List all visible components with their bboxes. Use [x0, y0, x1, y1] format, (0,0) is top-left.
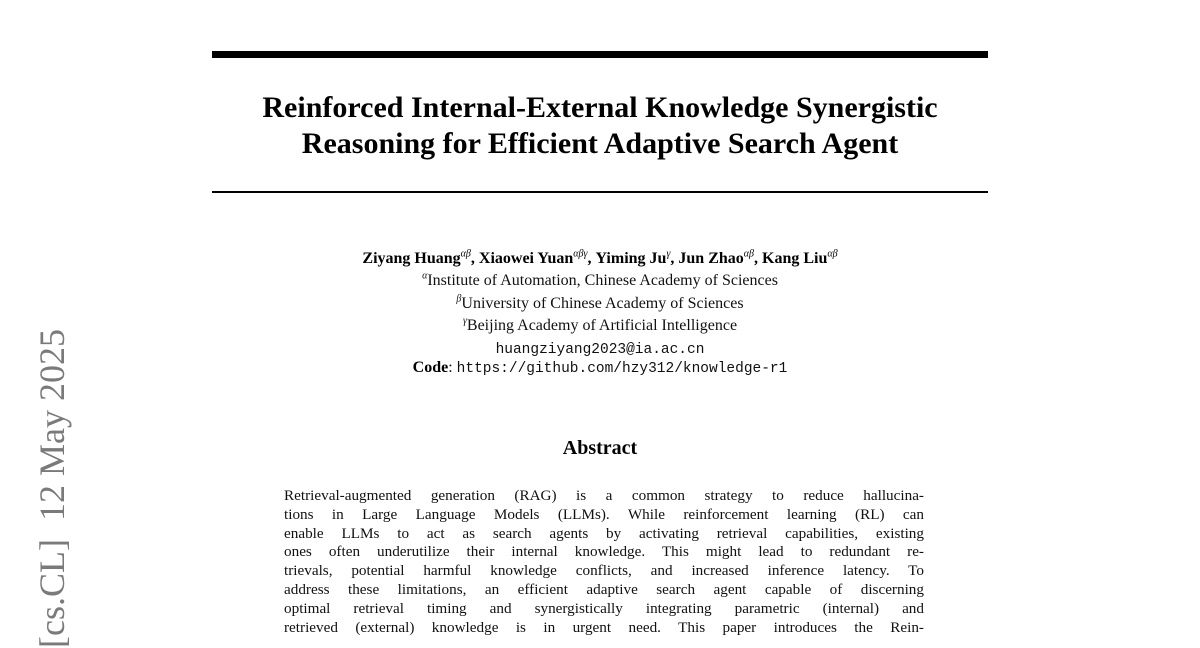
- title-line-1: Reinforced Internal-External Knowledge Synergistic: [262, 91, 938, 124]
- abstract-line: ones often underutilize their internal knowledge. This might lead to redundant re-: [284, 543, 924, 561]
- abstract-line: optimal retrieval timing and synergistically integrating parametric (internal) and: [284, 599, 924, 617]
- abstract-line: address these limitations, an efficient adaptive search agent capable of discerning: [284, 580, 924, 598]
- affiliation-marker: β: [456, 293, 462, 305]
- abstract-body: [284, 487, 924, 637]
- abstract-line: Retrieval-augmented generation (RAG) is a common strategy to reduce hallucina-: [284, 487, 924, 504]
- affiliation-marker: γ: [462, 315, 467, 327]
- affiliation-name: University of Chinese Academy of Sciences: [461, 295, 744, 312]
- author-name: Xiaowei Yuan: [478, 250, 574, 267]
- abstract-line: retrieved (external) knowledge is in urgent need. This paper introduces the Rein-: [284, 618, 924, 636]
- contact-email-line: [200, 339, 1000, 360]
- author-name: Yiming Ju: [595, 250, 667, 267]
- code-url-link[interactable]: https://github.com/hzy312/knowledge-r1: [456, 361, 788, 377]
- author-name: Jun Zhao: [678, 250, 744, 267]
- arxiv-sidebar-stamp: [30, 288, 74, 648]
- code-link-line: Code: https://github.com/hzy312/knowledge-r1: [412, 359, 788, 377]
- affiliation-name: Beijing Academy of Artificial Intelligence: [466, 317, 738, 334]
- arxiv-date: 12 May 2025: [32, 329, 72, 522]
- affiliation-name: Institute of Automation, Chinese Academy of Sciences: [427, 272, 778, 289]
- title-bottom-rule: [212, 191, 988, 193]
- author-affiliation-marker: αβ: [460, 248, 471, 260]
- abstract-line: tions in Large Language Models (LLMs). While reinforcement learning (RL) can: [284, 505, 924, 523]
- affiliation-2: [200, 294, 1000, 314]
- contact-email[interactable]: huangziyang2023@ia.ac.cn: [495, 342, 705, 358]
- author-affiliation-marker: αβγ: [573, 248, 588, 260]
- affiliation-marker: α: [422, 270, 428, 282]
- title-top-rule: [212, 51, 988, 58]
- abstract-line: enable LLMs to act as search agents by activating retrieval capabilities, existing: [284, 524, 924, 542]
- author-list: Ziyang Huang$^{\alpha\beta}$, Xiaowei Yuan$^{\alpha\beta\gamma}$, Yiming $Ju^\gamma$, Jun Zhao$^{\alpha\beta}$, Kang Liu$^{\alpha\beta}$: [362, 248, 838, 267]
- abstract-heading: Abstract: [562, 437, 638, 459]
- arxiv-category: [cs.CL]: [32, 539, 72, 648]
- author-name: Ziyang Huang: [362, 250, 461, 267]
- author-affiliation-marker: αβ: [743, 248, 754, 260]
- code-label: Code: [412, 359, 449, 376]
- author-name: Kang Liu: [762, 250, 828, 267]
- affiliation-1: [200, 271, 1000, 291]
- paper-title: [180, 90, 1020, 162]
- abstract-line: trievals, potential harmful knowledge conflicts, and increased inference latency. To: [284, 562, 924, 580]
- affiliation-3: [200, 316, 1000, 336]
- author-affiliation-marker: αβ: [827, 248, 838, 260]
- author-affiliation-marker: γ: [666, 248, 671, 260]
- title-line-2: Reasoning for Efficient Adaptive Search Agent: [301, 127, 899, 160]
